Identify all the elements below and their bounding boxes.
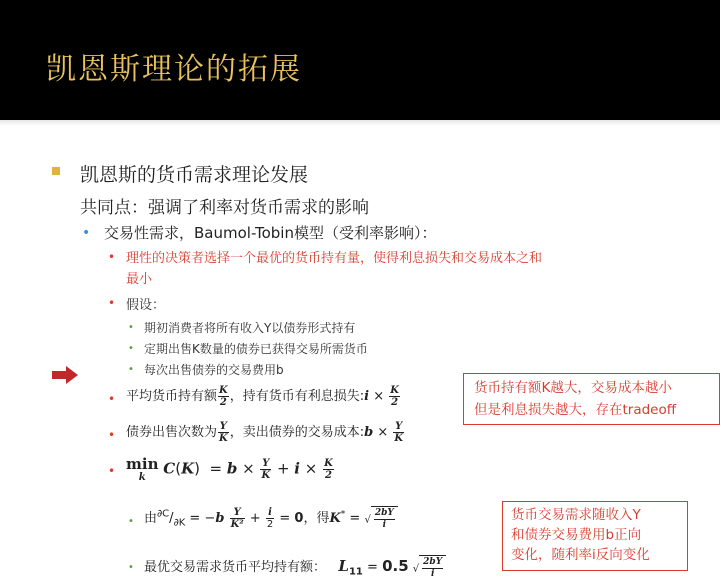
red-dot-bullet-icon: • <box>108 428 116 442</box>
level1-heading: 凯恩斯的货币需求理论发展 <box>80 164 309 186</box>
red-dot-bullet-icon: • <box>108 392 116 406</box>
foc-prefix: 由 <box>144 511 158 526</box>
rational-point-line1: 理性的决策者选择一个最优的货币持有量，使得利息损失和交易成本之和 <box>126 251 543 266</box>
bond-sales-prefix: 债券出售次数为 <box>126 425 218 440</box>
y-over-k-fraction: $\frac{Y}{K}$ <box>219 421 228 444</box>
optimal-money-holding: 最优交易需求货币平均持有额： $L_{11} = 0.5$ √ $\frac{2bY}{i}$ <box>144 555 446 576</box>
green-dot-bullet-icon: • <box>128 343 134 354</box>
callout-top-line1: 货币持有额K越大，交易成本越小 <box>474 380 672 396</box>
green-dot-bullet-icon: • <box>128 516 134 527</box>
title-divider <box>0 120 720 126</box>
demand-change-callout <box>502 501 688 571</box>
square-bullet-icon <box>52 167 60 175</box>
tradeoff-callout <box>463 373 720 425</box>
bond-sales-line: 债券出售次数为 $\frac{Y}{K}$ ，卖出债券的交易成本:b × $\frac{Y}{K}$ <box>126 421 404 444</box>
red-dot-bullet-icon: • <box>108 296 116 310</box>
avg-money-middle: ，持有货币有利息损失: <box>229 389 365 404</box>
green-dot-bullet-icon: • <box>128 562 134 573</box>
avg-money-prefix: 平均货币持有额 <box>126 389 218 404</box>
callout-bottom-line3: 变化，随利率i反向变化 <box>511 547 650 563</box>
minimization-formula: min k C(K) = b × $\frac{Y}{K}$ + i × $\frac{K}{2}$ <box>126 455 333 483</box>
callout-bottom-line2: 和债券交易费用b正向 <box>511 527 642 543</box>
assumption-item: 定期出售K数量的债券已获得交易所需货币 <box>144 342 368 356</box>
assumption-label: 假设： <box>126 298 166 313</box>
avg-money-holding-line: 平均货币持有额 $\frac{K}{2}$ ，持有货币有利息损失:i × $\frac{K}{2}$ <box>126 385 399 408</box>
level2-common-point: 共同点：强调了利率对货币需求的影响 <box>80 198 369 218</box>
green-dot-bullet-icon: • <box>128 364 134 375</box>
rational-point-line2: 最小 <box>126 272 153 287</box>
slide-title: 凯恩斯理论的拓展 <box>46 52 302 87</box>
level3-transaction-demand: 交易性需求，Baumol-Tobin模型（受利率影响）： <box>104 224 437 242</box>
bond-sales-middle: ，卖出债券的交易成本: <box>229 425 365 440</box>
foc-middle: ，得 <box>303 511 330 526</box>
assumption-item: 每次出售债券的交易费用b <box>144 363 284 377</box>
first-order-condition: 由$^{\partial C}/_{\partial K} = -b$ $\frac{Y}{\text{K²}}$ + $\frac{i}{2}$ = 0，得K* = √ $\frac{2bY}{i}$ <box>144 506 398 531</box>
right-arrow-icon <box>52 366 78 384</box>
callout-top-line2: 但是利息损失越大，存在tradeoff <box>474 402 677 418</box>
red-dot-bullet-icon: • <box>108 464 116 478</box>
red-dot-bullet-icon: • <box>108 250 116 264</box>
min-operator: min k <box>126 455 159 483</box>
optimal-prefix: 最优交易需求货币平均持有额： <box>144 560 327 575</box>
green-dot-bullet-icon: • <box>128 322 134 333</box>
y-over-k-fraction: $\frac{Y}{K}$ <box>394 421 404 444</box>
callout-bottom-line1: 货币交易需求随收入Y <box>511 507 641 523</box>
rational-decision-point <box>126 248 686 290</box>
blue-dot-bullet-icon: • <box>82 225 91 241</box>
k-over-2-fraction: $\frac{K}{2}$ <box>219 385 228 408</box>
k-over-2-fraction: $\frac{K}{2}$ <box>390 385 399 408</box>
assumption-item: 期初消费者将所有收入Y以债券形式持有 <box>144 321 356 335</box>
